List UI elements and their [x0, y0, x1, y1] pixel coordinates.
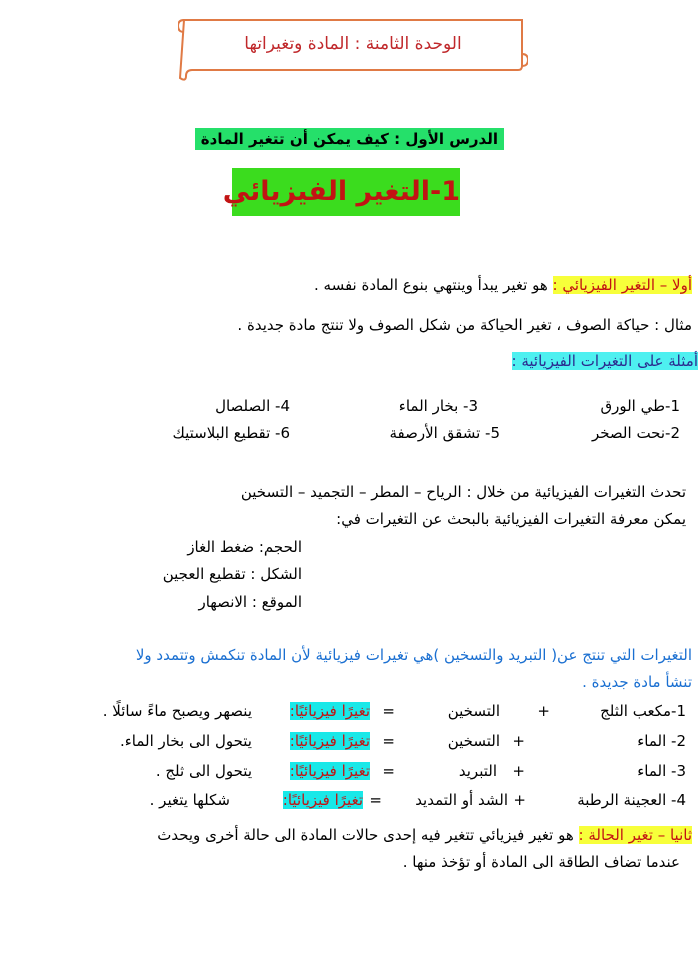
- equation-result: [290, 762, 370, 780]
- equation-note: شكلها يتغير .: [149, 791, 230, 809]
- know-item: الشكل : تقطيع العجين: [162, 565, 302, 583]
- know-item: الموقع : الانصهار: [198, 593, 302, 611]
- second-definition-line-1: [157, 826, 692, 844]
- equation-process: الشد أو التمديد: [415, 791, 508, 809]
- equation-subject: 1-مكعب الثلج: [600, 702, 686, 720]
- equation-subject: 3- الماء: [637, 762, 686, 780]
- equation-result: [290, 702, 370, 720]
- equation-process: التسخين: [447, 732, 500, 750]
- equation-equals: =: [382, 702, 395, 720]
- equation-plus: +: [512, 762, 525, 780]
- equation-process: التسخين: [447, 702, 500, 720]
- second-line-2: عندما تضاف الطاقة الى المادة أو تؤخذ منها .: [402, 853, 680, 871]
- equation-subject: 2- الماء: [637, 732, 686, 750]
- equation-equals: =: [382, 762, 395, 780]
- know-item: الحجم: ضغط الغاز: [187, 538, 302, 556]
- equation-equals: =: [382, 732, 395, 750]
- know-intro: يمكن معرفة التغيرات الفيزيائية بالبحث عن التغيرات في:: [336, 510, 686, 528]
- causes-line: تحدث التغيرات الفيزيائية من خلال : الرياح – المطر – التجميد – التسخين: [240, 483, 686, 501]
- blue-paragraph-line-2: تنشأ مادة جديدة .: [582, 673, 692, 691]
- definition-line: [314, 276, 692, 294]
- result-highlight: تغيرًا فيزيائيًا:: [289, 732, 370, 750]
- examples-heading: [512, 352, 699, 370]
- second-line-1: هو تغير فيزيائي تتغير فيه إحدى حالات المادة الى حالة أخرى ويحدث: [157, 826, 574, 844]
- example-item: 5- تشقق الأرصفة: [389, 424, 500, 442]
- equation-result: [283, 791, 363, 809]
- equation-note: يتحول الى ثلج .: [155, 762, 252, 780]
- result-highlight: تغيرًا فيزيائيًا:: [282, 791, 363, 809]
- equation-subject: 4- العجينة الرطبة: [577, 791, 686, 809]
- result-highlight: تغيرًا فيزيائيًا:: [289, 762, 370, 780]
- first-label: أولا – التغير الفيزيائي :: [552, 276, 692, 294]
- main-title: 1-التغير الفيزيائي: [232, 168, 460, 216]
- example-line: مثال : حياكة الصوف ، تغير الحياكة من شكل الصوف ولا تنتج مادة جديدة .: [237, 316, 692, 334]
- equation-plus: +: [537, 702, 550, 720]
- unit-title-banner: [178, 12, 528, 82]
- blue-paragraph-line-1: التغيرات التي تنتج عن( التبريد والتسخين )هي تغيرات فيزيائية لأن المادة تنكمش وتتمدد ولا: [135, 646, 692, 664]
- second-label: ثانيا – تغير الحالة :: [578, 826, 692, 844]
- example-item: 3- بخار الماء: [398, 397, 478, 415]
- equation-plus: +: [512, 732, 525, 750]
- lesson-title: الدرس الأول : كيف يمكن أن تتغير المادة: [195, 128, 504, 150]
- example-item: 6- تقطيع البلاستيك: [172, 424, 290, 442]
- example-item: 4- الصلصال: [215, 397, 290, 415]
- equation-note: ينصهر ويصبح ماءً سائلًا .: [102, 702, 252, 720]
- first-definition: هو تغير يبدأ وينتهي بنوع المادة نفسه .: [314, 276, 548, 294]
- result-highlight: تغيرًا فيزيائيًا:: [289, 702, 370, 720]
- equation-plus: +: [513, 791, 526, 809]
- example-item: 1-طي الورق: [600, 397, 680, 415]
- equation-equals: =: [369, 791, 382, 809]
- equation-result: [290, 732, 370, 750]
- equation-note: يتحول الى بخار الماء.: [119, 732, 252, 750]
- unit-title: الوحدة الثامنة : المادة وتغيراتها: [244, 34, 462, 54]
- example-item: 2-نحت الصخر: [591, 424, 680, 442]
- examples-heading-text: أمثلة على التغيرات الفيزيائية :: [511, 352, 698, 370]
- equation-process: التبريد: [458, 762, 497, 780]
